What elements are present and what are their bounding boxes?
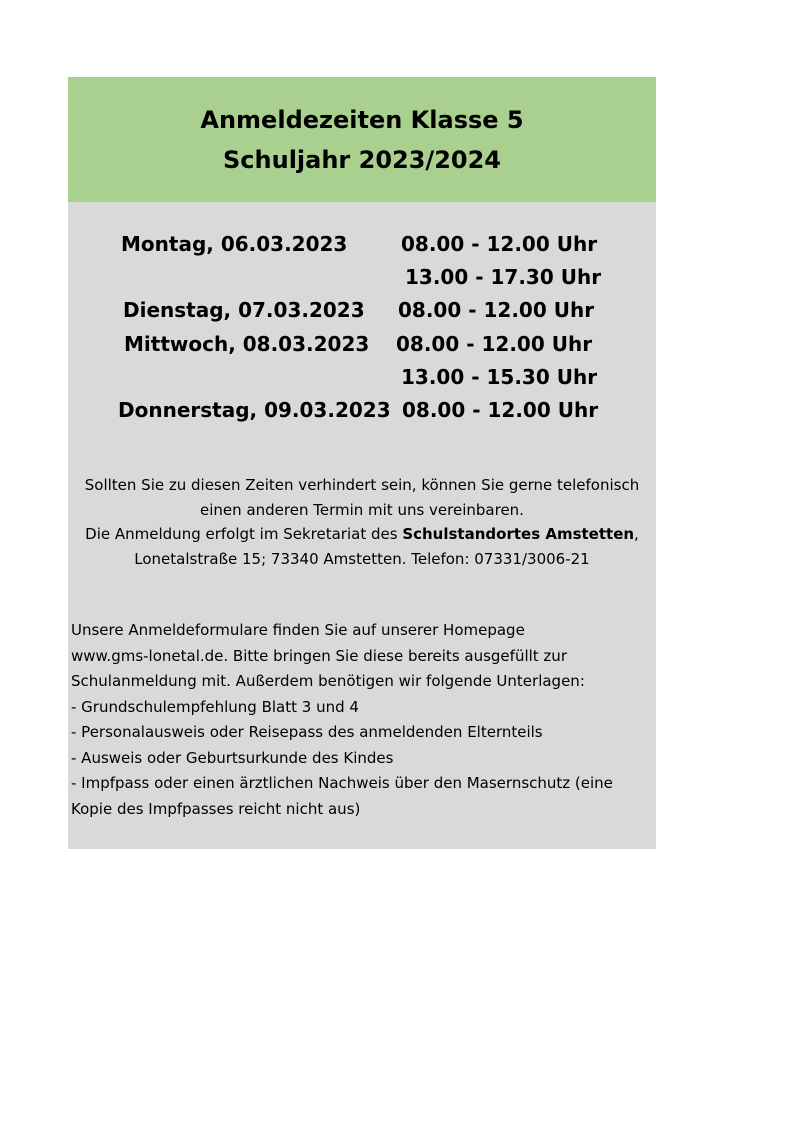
schedule-time: 13.00 - 17.30 Uhr — [405, 265, 602, 289]
info-line: Kopie des Impfpasses reicht nicht aus) — [71, 799, 361, 818]
address-line: Lonetalstraße 15; 73340 Amstetten. Telefon: 07331/3006-21 — [134, 549, 590, 568]
document-item: - Ausweis oder Geburtsurkunde des Kindes — [71, 748, 394, 767]
info-line: www.gms-lonetal.de. Bitte bringen Sie diese bereits ausgefüllt zur — [71, 646, 567, 665]
document-item: - Impfpass oder einen ärztlichen Nachweis über den Masernschutz (eine — [71, 774, 613, 792]
title-line-1: Anmeldezeiten Klasse 5 — [200, 106, 524, 134]
contact-note — [68, 473, 656, 571]
school-location: Schulstandortes Amstetten — [402, 525, 635, 543]
note-line: einen anderen Termin mit uns vereinbaren. — [200, 500, 524, 519]
document-item: - Personalausweis oder Reisepass des anmeldenden Elternteils — [71, 723, 543, 741]
document-item: - Grundschulempfehlung Blatt 3 und 4 — [71, 697, 359, 716]
title-line-2: Schuljahr 2023/2024 — [223, 146, 501, 174]
note-text: Die Anmeldung erfolgt im Sekretariat des — [85, 525, 403, 543]
note-text: , — [634, 525, 639, 543]
required-documents — [71, 618, 651, 822]
schedule-time: 08.00 - 12.00 Uhr — [396, 332, 593, 356]
info-line: Schulanmeldung mit. Außerdem benötigen wir folgende Unterlagen: — [71, 672, 585, 690]
schedule-day: Dienstag, 07.03.2023 — [123, 298, 365, 322]
note-line — [68, 522, 656, 547]
info-line: Unsere Anmeldeformulare finden Sie auf unserer Homepage — [71, 621, 525, 639]
schedule-time: 13.00 - 15.30 Uhr — [401, 365, 598, 389]
schedule-time: 08.00 - 12.00 Uhr — [398, 298, 595, 322]
title-banner — [68, 77, 656, 202]
schedule-day: Donnerstag, 09.03.2023 — [118, 398, 391, 422]
note-line: Sollten Sie zu diesen Zeiten verhindert sein, können Sie gerne telefonisch — [84, 476, 640, 494]
schedule-time: 08.00 - 12.00 Uhr — [402, 398, 599, 422]
schedule-time: 08.00 - 12.00 Uhr — [401, 232, 598, 256]
schedule-day: Montag, 06.03.2023 — [121, 232, 348, 256]
registration-card — [68, 77, 656, 849]
schedule-day: Mittwoch, 08.03.2023 — [124, 332, 370, 356]
